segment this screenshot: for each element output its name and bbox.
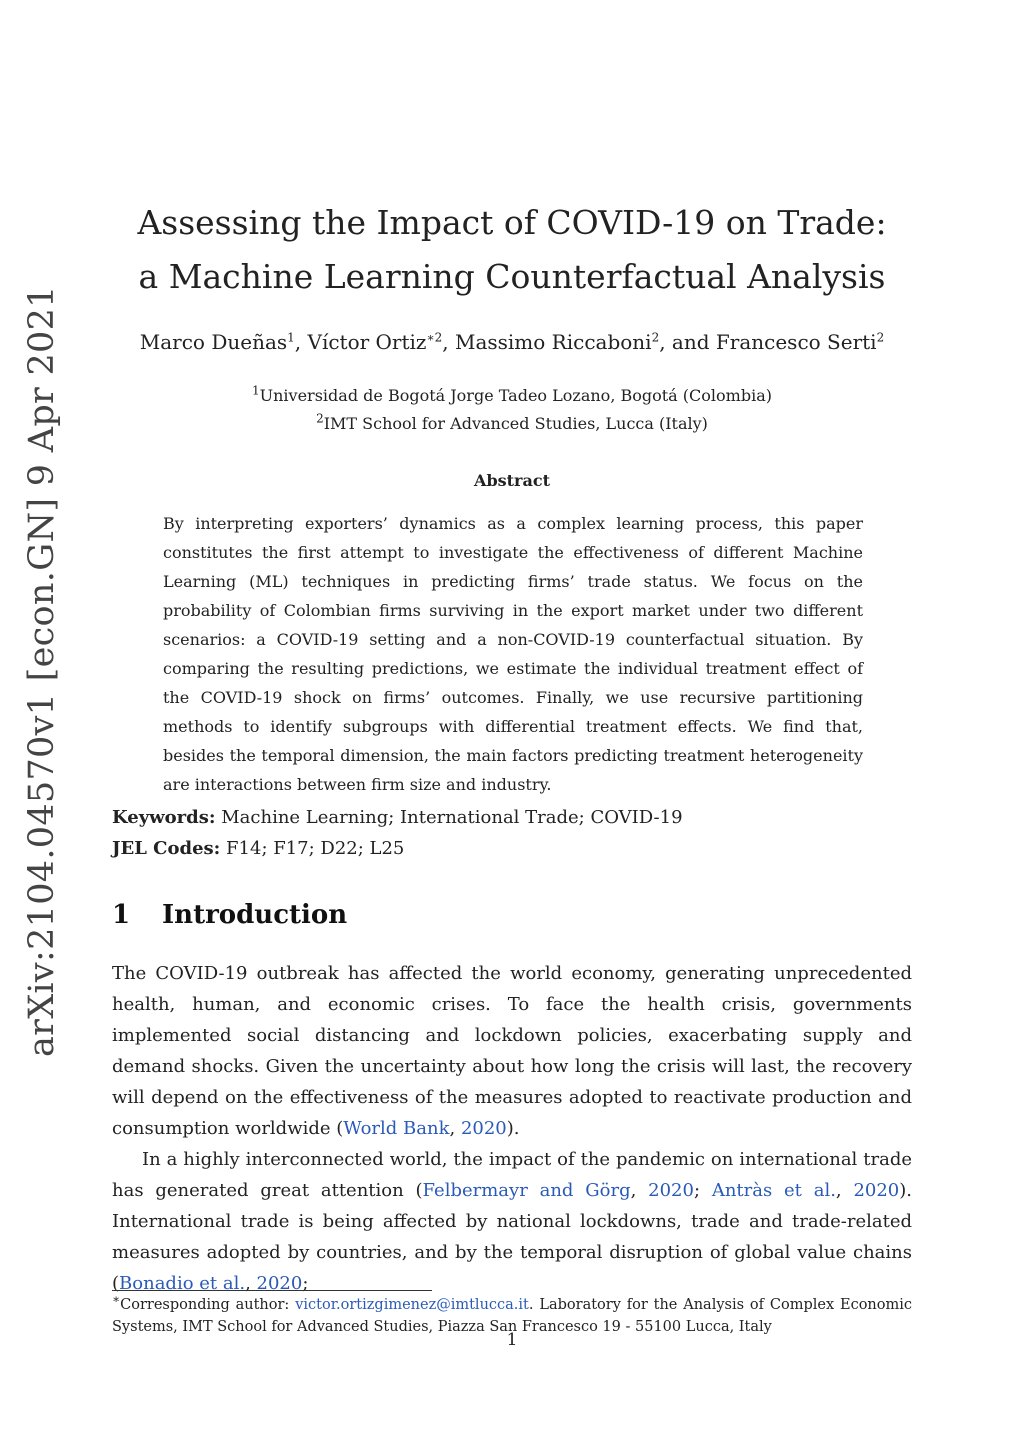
citation-link[interactable]: Bonadio et al. bbox=[119, 1273, 246, 1294]
jel-label: JEL Codes: bbox=[112, 838, 221, 859]
paragraph-text: ). bbox=[506, 1118, 520, 1139]
author-affiliation-mark: ∗2 bbox=[426, 330, 443, 345]
affiliation-mark: 2 bbox=[316, 411, 324, 426]
author-list bbox=[100, 330, 924, 354]
keywords-line bbox=[112, 802, 912, 833]
citation-separator: , bbox=[449, 1118, 461, 1139]
author-name: Massimo Riccaboni bbox=[454, 330, 652, 354]
keywords-label: Keywords: bbox=[112, 807, 216, 828]
affiliations bbox=[100, 382, 924, 438]
paragraph-text: ; bbox=[302, 1273, 309, 1294]
affiliation-text: IMT School for Advanced Studies, Lucca (Italy) bbox=[323, 414, 708, 433]
affiliation-text: Universidad de Bogotá Jorge Tadeo Lozano, Bogotá (Colombia) bbox=[259, 386, 772, 405]
author-affiliation-mark: 2 bbox=[876, 330, 885, 345]
footnote-label: Corresponding author: bbox=[120, 1297, 296, 1313]
citation-year-link[interactable]: 2020 bbox=[256, 1273, 303, 1294]
citation-year-link[interactable]: 2020 bbox=[460, 1118, 507, 1139]
affiliation-mark: 1 bbox=[252, 383, 260, 398]
author-affiliation-mark: 2 bbox=[651, 330, 660, 345]
paragraph: In a highly interconnected world, the impact of the pandemic on international trade has generated great attention (Felbermayr and Görg, 2020; Antràs et al., 2020). International trade is being affected by national lockdowns, trade and trade-related measures adopted by countries, and by the temporal disruption of global value chains (Bonadio et al., 2020; bbox=[112, 1149, 913, 1294]
abstract-heading: Abstract bbox=[474, 471, 550, 490]
title-line-1: Assessing the Impact of COVID-19 on Trade: bbox=[137, 203, 887, 242]
jel-value: F14; F17; D22; L25 bbox=[226, 838, 405, 859]
title-line-2: a Machine Learning Counterfactual Analysis bbox=[138, 257, 886, 296]
paragraph-text: In a highly interconnected world, the impact of the pandemic on international trade has generated great attention ( bbox=[112, 1149, 912, 1201]
abstract-text: By interpreting exporters’ dynamics as a complex learning process, this paper constitutes the first attempt to investigate the effectiveness of different Machine Learning (ML) techniques in predicting firms’ trade status. We focus on the probability of Colombian firms surviving in the export market under two different scenarios: a COVID-19 setting and a non-COVID-19 counterfactual situation. By comparing the resulting predictions, we estimate the individual treatment effect of the COVID-19 shock on firms’ outcomes. Finally, we use recursive partitioning methods to identify subgroups with differential treatment effects. We find that, besides the temporal dimension, the main factors predicting treatment heterogeneity are interactions between firm size and industry. bbox=[163, 514, 863, 794]
affiliation bbox=[100, 382, 924, 410]
page-number: 1 bbox=[506, 1330, 518, 1350]
author-separator: , bbox=[294, 330, 308, 354]
citation-link[interactable]: Antràs et al. bbox=[711, 1180, 836, 1201]
author-name: Francesco Serti bbox=[715, 330, 877, 354]
citation-year-link[interactable]: 2020 bbox=[853, 1180, 900, 1201]
paragraph bbox=[112, 958, 912, 1144]
arxiv-identifier: arXiv:2104.04570v1 [econ.GN] 9 Apr 2021 bbox=[22, 285, 62, 1057]
citation-year-link[interactable]: 2020 bbox=[648, 1180, 694, 1201]
paper-title bbox=[100, 196, 924, 304]
footnote-mark: ∗ bbox=[112, 1292, 121, 1307]
body-text bbox=[112, 958, 912, 1299]
section-title: Introduction bbox=[162, 900, 348, 930]
citation-link[interactable]: World Bank bbox=[343, 1118, 450, 1139]
author-name: Víctor Ortiz bbox=[307, 330, 427, 354]
footnote-text: . Laboratory for the Analysis of Complex Economic Systems, IMT School for Advanced Studies, Piazza San Francesco 19 - 55100 Lucca, Italy bbox=[112, 1297, 913, 1335]
paragraph-text: ). International trade is being affected by national lockdowns, trade and trade-related measures adopted by countries, and by the temporal disruption of global value chains ( bbox=[112, 1180, 913, 1294]
jel-line bbox=[112, 833, 912, 864]
paragraph-text: The COVID-19 outbreak has affected the world economy, generating unprecedented health, human, and economic crises. To face the health crisis, governments implemented social distancing and lockdown policies, exacerbating supply and demand shocks. Given the uncertainty about how long the crisis will last, the recovery will depend on the effectiveness of the measures adopted to reactivate production and consumption worldwide ( bbox=[112, 963, 912, 1139]
author-name: Marco Dueñas bbox=[139, 330, 288, 354]
author-separator: , and bbox=[659, 330, 716, 354]
keywords-block bbox=[112, 802, 912, 864]
author-affiliation-mark: 1 bbox=[287, 330, 295, 345]
footnote-rule bbox=[112, 1290, 432, 1291]
section-number: 1 bbox=[112, 900, 131, 930]
citation-separator: ; bbox=[693, 1180, 712, 1201]
author-separator: , bbox=[442, 330, 455, 354]
citation-link[interactable]: Felbermayr and Görg bbox=[422, 1180, 631, 1201]
section-heading bbox=[112, 900, 347, 930]
keywords-value: Machine Learning; International Trade; COVID-19 bbox=[221, 807, 683, 828]
email-link[interactable]: victor.ortizgimenez@imtlucca.it bbox=[295, 1297, 529, 1313]
affiliation bbox=[100, 410, 924, 438]
